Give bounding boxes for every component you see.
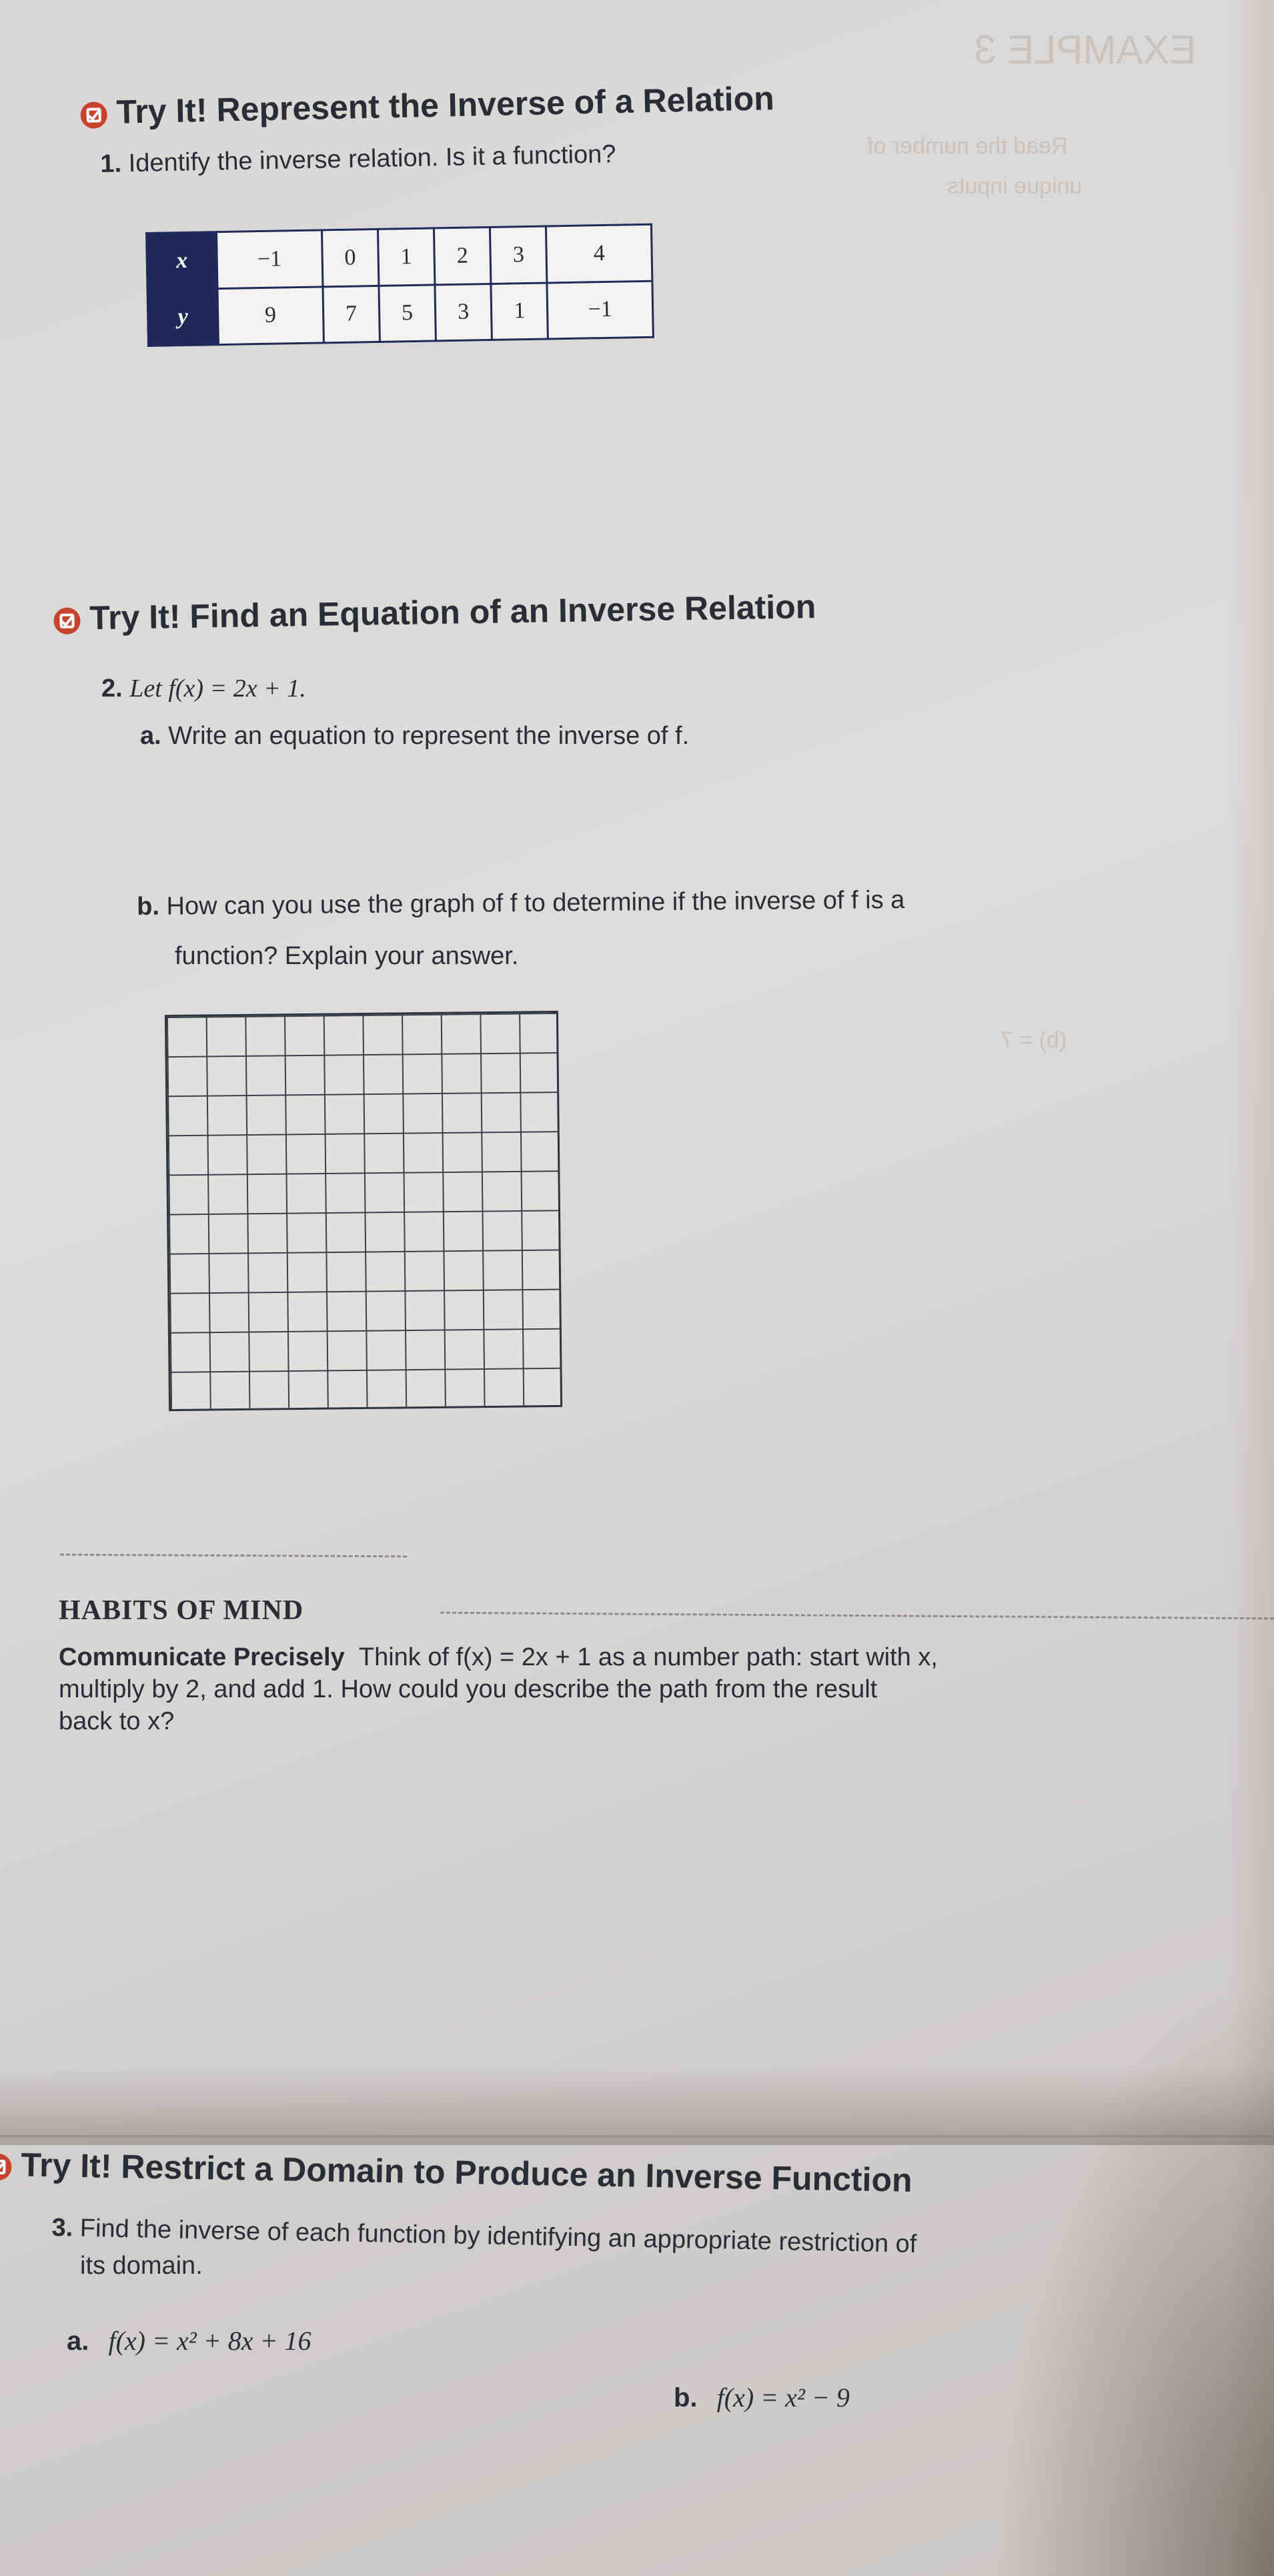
table-cell: 7 — [323, 286, 380, 343]
table-cell: 2 — [434, 227, 491, 284]
table-cell: −1 — [547, 281, 653, 339]
heading-text: Try It! Restrict a Domain to Produce an Inverse Function — [20, 2146, 913, 2199]
bleed-through-text: EXAMPLE 3 — [974, 27, 1197, 72]
corner-shadow — [994, 1976, 1274, 2576]
part-expression: f(x) = x² − 9 — [716, 2383, 850, 2413]
table-cell: 0 — [322, 229, 379, 286]
table-cell: 5 — [379, 284, 436, 342]
habits-line — [59, 1641, 1233, 1673]
question-text: Let f(x) = 2x + 1. — [129, 675, 306, 703]
habits-line: multiply by 2, and add 1. How could you describe the path from the result — [59, 1675, 878, 1703]
bleed-through-text: unique inputs — [947, 173, 1083, 199]
table-cell: 9 — [217, 286, 324, 344]
question-text: Find the inverse of each function by identifying an appropriate restriction of — [79, 2214, 917, 2258]
question-3a — [67, 2325, 311, 2356]
relation-table — [145, 224, 654, 347]
part-label: a. — [67, 2326, 89, 2356]
part-label: b. — [137, 892, 160, 921]
part-expression: f(x) = x² + 8x + 16 — [108, 2326, 311, 2356]
table-row-y — [147, 281, 653, 346]
question-3b — [674, 2382, 850, 2413]
habits-lead: Communicate Precisely — [59, 1643, 345, 1671]
question-2a — [140, 722, 689, 751]
checkmark-icon — [53, 607, 81, 634]
question-number: 2. — [101, 675, 123, 703]
blank-graph-grid — [165, 1011, 562, 1411]
heading-text: Try It! Find an Equation of an Inverse Relation — [89, 588, 816, 637]
question-2b — [137, 886, 905, 921]
part-label: b. — [674, 2383, 698, 2413]
checkmark-icon — [0, 2153, 12, 2180]
question-number: 1. — [100, 149, 122, 178]
heading-text: Try It! Represent the Inverse of a Relation — [115, 79, 775, 131]
question-text: Identify the inverse relation. Is it a function? — [128, 140, 616, 178]
dashed-divider — [60, 1554, 407, 1558]
table-cell: −1 — [217, 230, 323, 288]
table-cell: 1 — [378, 228, 435, 286]
section-heading-inverse-equation — [53, 587, 816, 638]
part-text: function? Explain your answer. — [175, 942, 519, 970]
table-row-x — [147, 224, 652, 290]
question-text: its domain. — [80, 2252, 203, 2280]
bleed-through-text: Read the number of — [867, 133, 1068, 159]
x-header: x — [147, 232, 217, 290]
dashed-divider — [440, 1612, 1274, 1620]
habits-of-mind-title: HABITS OF MIND — [59, 1595, 304, 1626]
bleed-through-text: (b) = 7 — [1001, 1027, 1067, 1053]
habits-line: back to x? — [59, 1707, 175, 1735]
table-cell: 4 — [546, 224, 652, 282]
question-3-continued — [80, 2252, 203, 2280]
part-label: a. — [140, 722, 161, 750]
part-text: Write an equation to represent the inverse of f. — [168, 722, 690, 750]
part-text: How can you use the graph of f to determine if the inverse of f is a — [166, 885, 905, 921]
habits-line-text: Think of f(x) = 2x + 1 as a number path: start with x, — [358, 1643, 938, 1671]
table-cell: 3 — [490, 226, 548, 284]
question-number: 3. — [51, 2214, 73, 2242]
table-cell: 1 — [491, 283, 548, 340]
table-cell: 3 — [435, 284, 492, 341]
y-header: y — [147, 288, 218, 346]
question-2b-continued — [175, 942, 518, 971]
question-1 — [100, 140, 616, 179]
section-heading-inverse-relation — [80, 79, 774, 132]
checkmark-icon — [80, 101, 107, 129]
habits-of-mind-text — [59, 1641, 1233, 1737]
question-2 — [101, 674, 306, 703]
section-heading-restrict-domain — [0, 2145, 912, 2200]
